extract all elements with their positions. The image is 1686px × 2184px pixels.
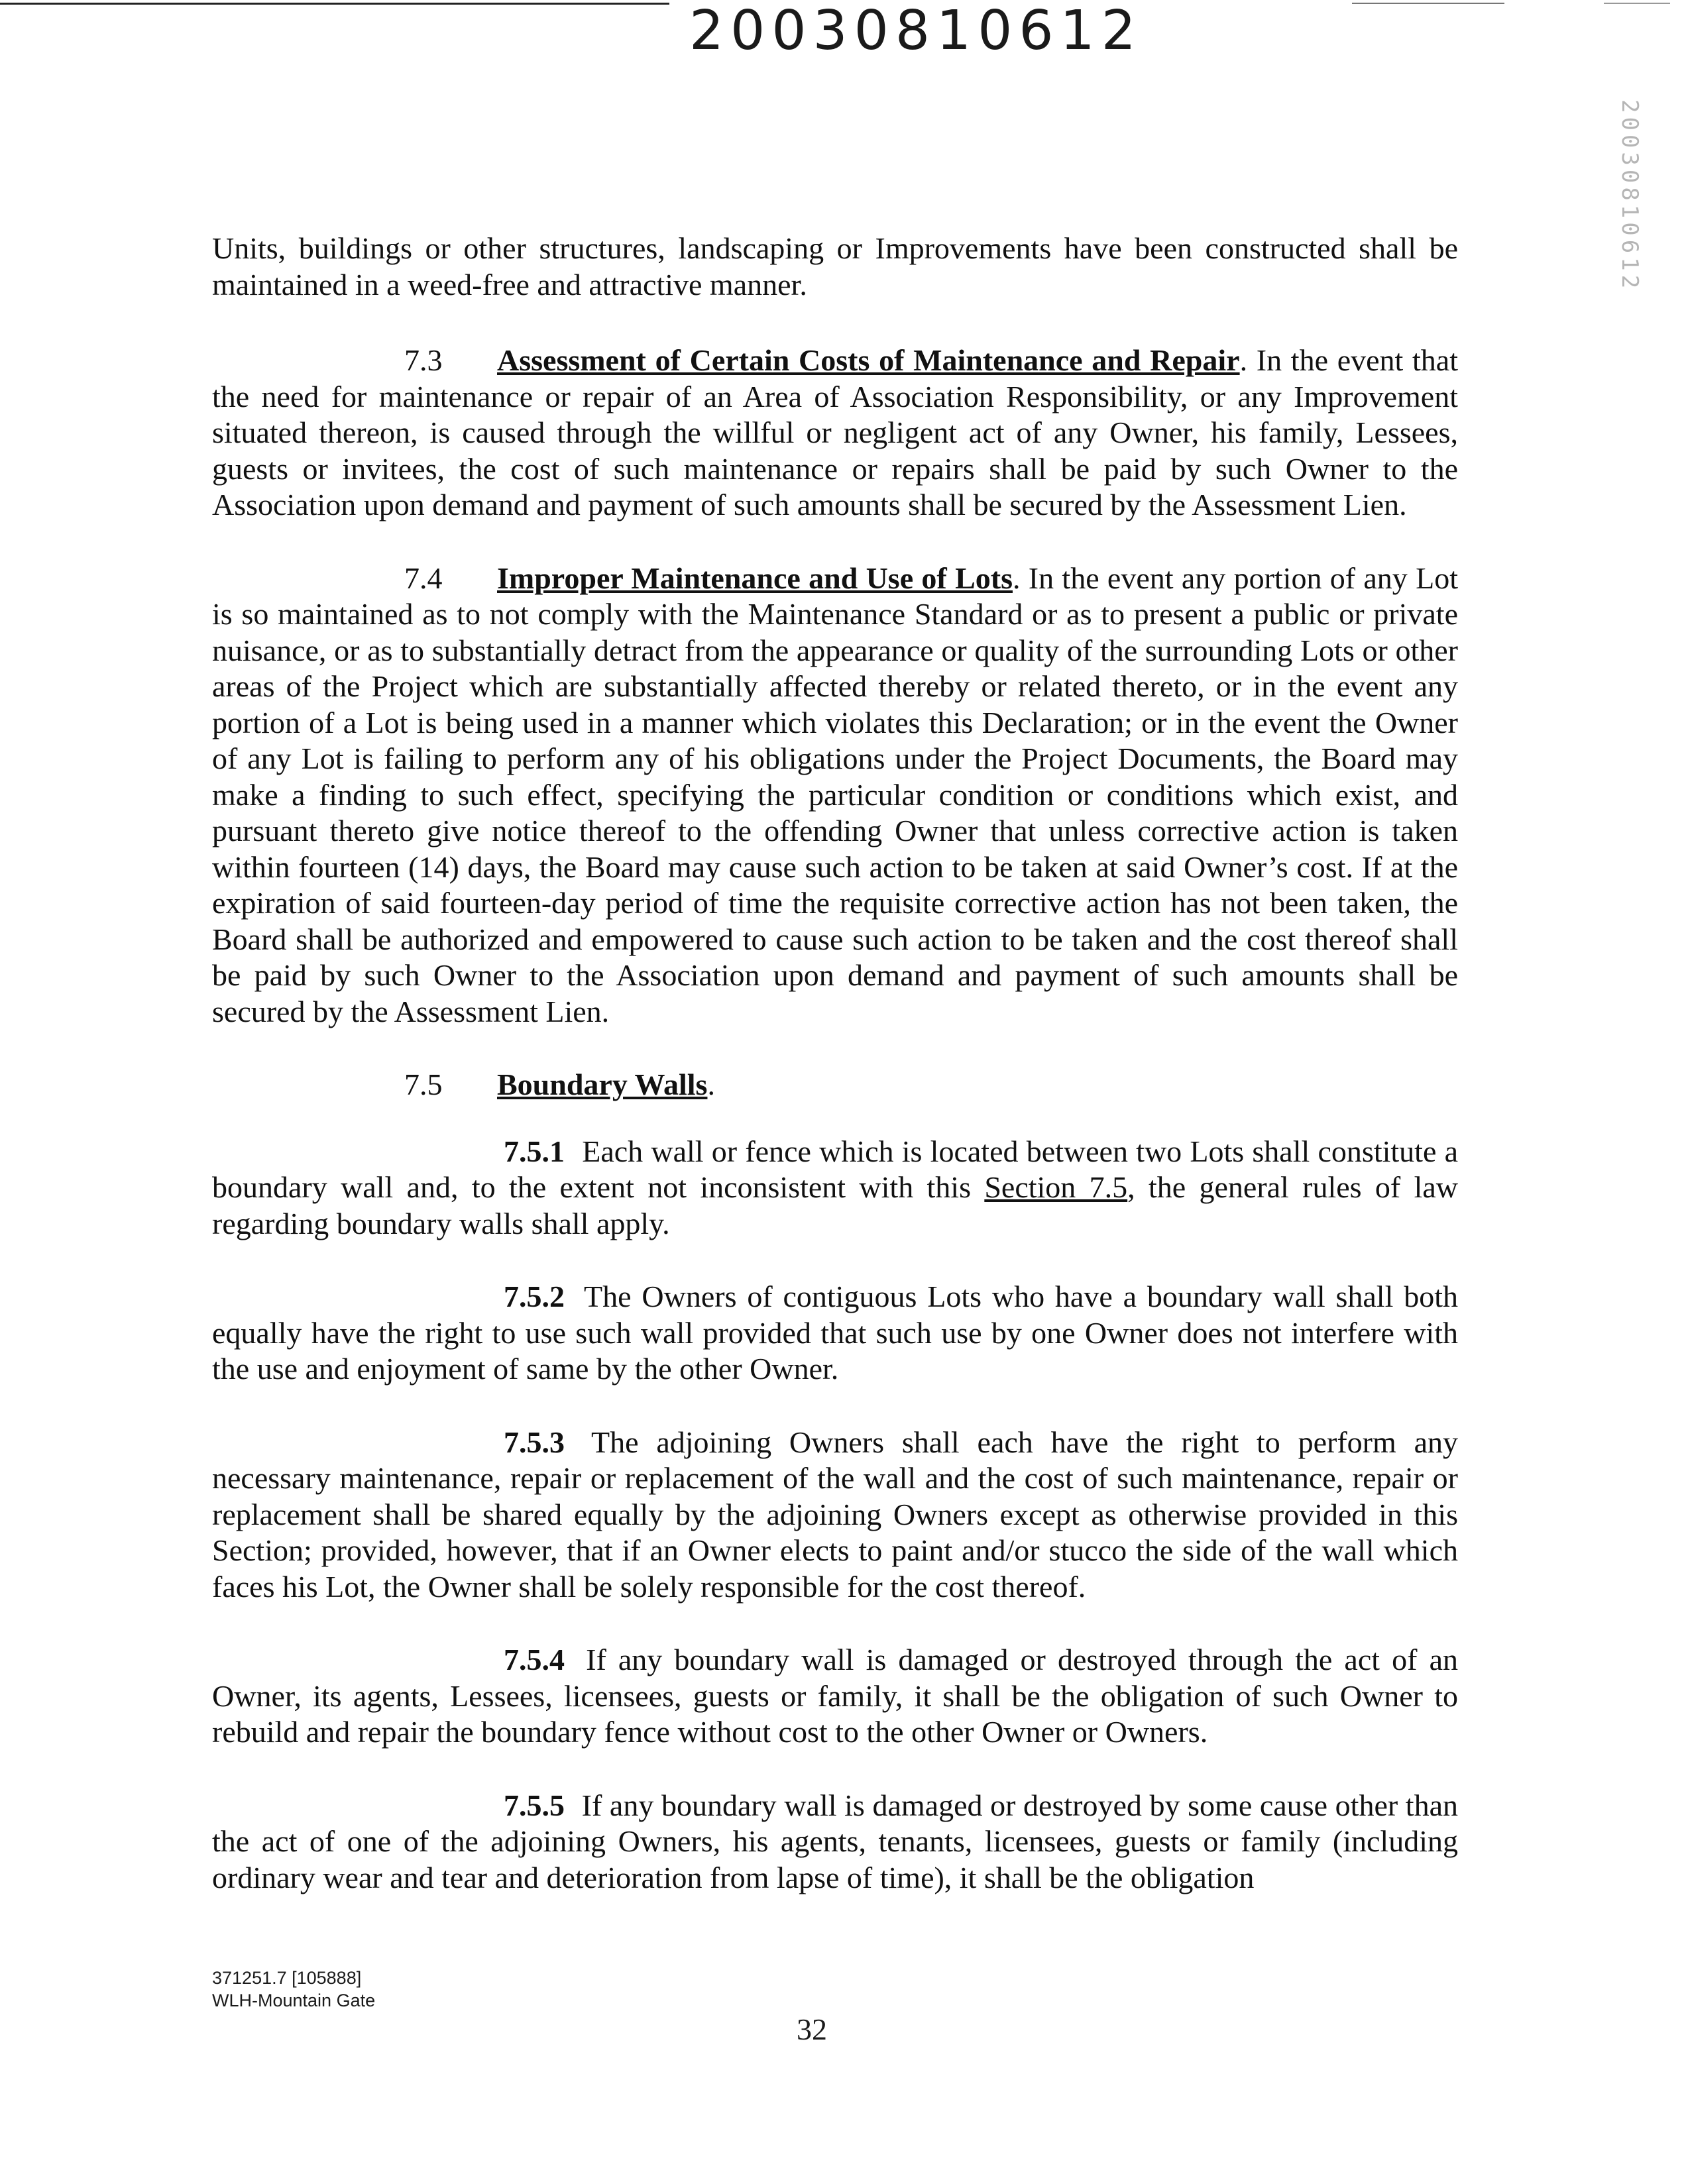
page-number: 32 [797,2012,827,2046]
footer-project: WLH-Mountain Gate [212,1991,376,2010]
section-7-4 [212,561,1458,1030]
section-7-5-3 [212,1425,1458,1606]
section-7-5-1-number: 7.5.1 [504,1134,565,1168]
section-7-5-2-text: The Owners of contiguous Lots who have a boundary wall shall both equally have the right to use such wall provided that such use by one Owner does not interfere with the use and enjoyment of same by the other Owner. [212,1280,1459,1386]
section-7-3-heading: Assessment of Certain Costs of Maintenance and Repair [497,343,1240,377]
section-7-5-5-number: 7.5.5 [504,1788,565,1822]
section-7-3-text: . In the event that the need for maintenance or repair of an Area of Association Responsibility, or any Improvement situated thereon, is caused through the willful or negligent act of any Owner, his family, Lessees, guests or invitees, the cost of such maintenance or repairs shall be paid by such Owner to the Association upon demand and payment of such amounts shall be secured by the Assessment Lien. [212,343,1458,521]
intro-paragraph: Units, buildings or other structures, landscaping or Improvements have been constructed shall be maintained in a weed-free and attractive manner. [212,231,1458,301]
section-7-4-text: . In the event any portion of any Lot is so maintained as to not comply with the Maintenance Standard or as to present a public or private nuisance, or as to substantially detract from the appearance or quality of the surrounding Lots or other areas of the Project which are substantially affected thereby or related thereto, or in the event any portion of a Lot is being used in a manner which violates this Declaration; or in the event the Owner of any Lot is failing to perform any of his obligations under the Project Documents, the Board may make a finding to such effect, specifying the particular condition or conditions which exist, and pursuant thereto give notice thereof to the offending Owner that unless corrective action is taken within fourteen (14) days, the Board may cause such action to be taken at said Owner’s cost. If at the expiration of said fourteen-day period of time the requisite corrective action has not been taken, the Board shall be authorized and empowered to cause such action to be taken and the cost thereof shall be paid by such Owner to the Association upon demand and payment of such amounts shall be secured by the Assessment Lien. [212,561,1458,1028]
top-rule-right [1352,3,1504,4]
section-7-5-heading: Boundary Walls [497,1067,708,1101]
top-rule-left [0,3,669,5]
section-7-5-2-number: 7.5.2 [504,1280,565,1313]
section-7-5-4 [212,1642,1458,1751]
section-7-5-1-text-before: Each wall or fence which is located between two Lots shall constitute a boundary wall and, to the extent not inconsistent with this [212,1134,1458,1204]
section-7-5-3-number: 7.5.3 [504,1425,565,1459]
footer-reference [212,1967,375,2012]
section-7-5-5 [212,1788,1458,1896]
section-7-5-4-number: 7.5.4 [504,1643,565,1676]
section-7-5-2 [212,1279,1458,1388]
section-7-5-4-text: If any boundary wall is damaged or destroyed through the act of an Owner, its agents, Lessees, licensees, guests or family, it shall be the obligation of such Owner to rebuild and repair the boundary fence without cost to the other Owner or Owners. [212,1643,1459,1749]
section-7-5-period: . [707,1067,715,1101]
section-7-5-cross-reference: Section 7.5 [984,1170,1128,1204]
section-7-4-heading: Improper Maintenance and Use of Lots [497,561,1013,595]
section-7-5 [212,1067,1458,1103]
document-number: 20030810612 [689,0,1143,62]
section-7-5-1 [212,1134,1458,1242]
section-7-5-3-text: The adjoining Owners shall each have the right to perform any necessary maintenance, repair or replacement of the wall and the cost of such maintenance, repair or replacement shall be shared equally by the adjoining Owners except as otherwise provided in this Section; provided, however, that if an Owner elects to paint and/or stucco the side of the wall which faces his Lot, the Owner shall be solely responsible for the cost thereof. [212,1425,1458,1604]
section-7-3-number: 7.3 [404,343,443,377]
section-7-5-1-text-after: , the general rules of law regarding boundary walls shall apply. [212,1170,1458,1240]
section-7-5-number: 7.5 [404,1067,443,1101]
section-7-5-5-text: If any boundary wall is damaged or destroyed by some cause other than the act of one of the adjoining Owners, his agents, tenants, licensees, guests or family (including ordinary wear and tear and deterioration from lapse of time), it shall be the obligation [212,1788,1458,1894]
side-stamp: 20030810612 [1616,99,1643,293]
document-body [212,231,1458,1933]
top-rule-far-right [1604,3,1670,4]
section-7-4-number: 7.4 [404,561,443,595]
section-7-3 [212,343,1458,523]
footer-doc-ref: 371251.7 [105888] [212,1968,362,1988]
